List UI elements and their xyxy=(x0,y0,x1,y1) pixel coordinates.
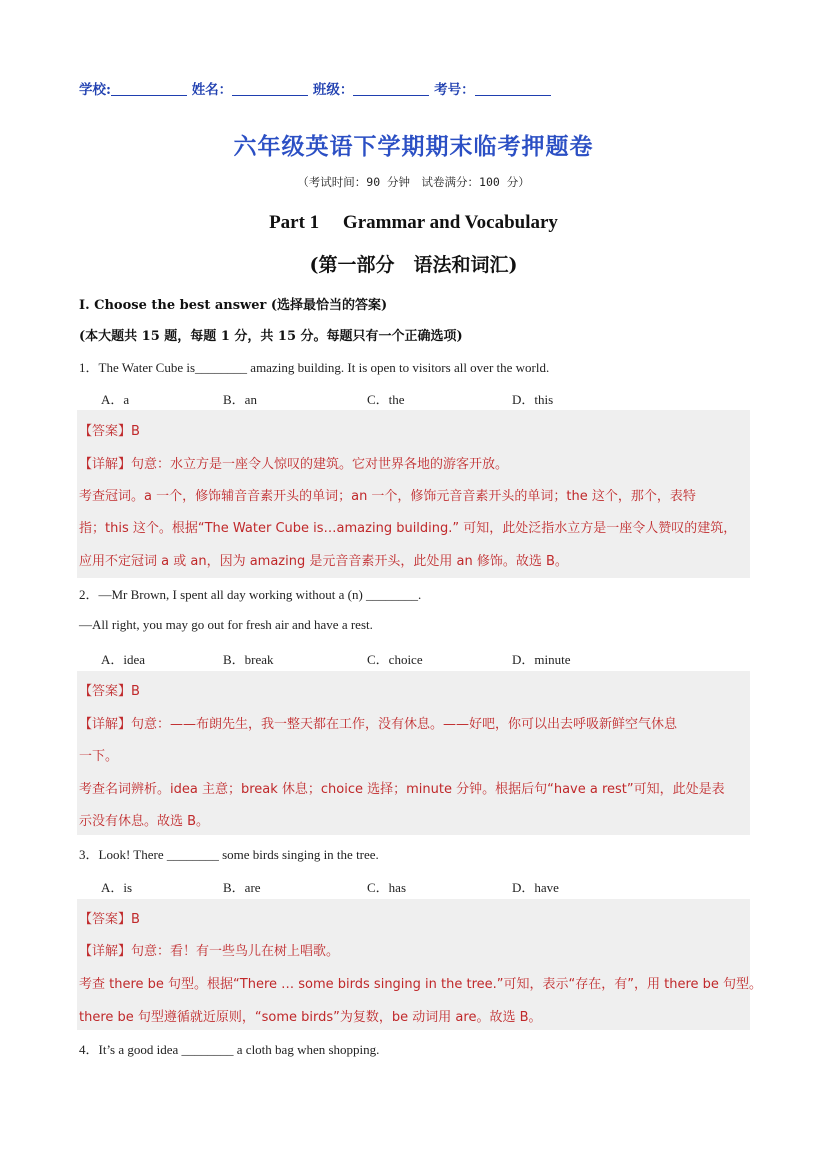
section-instructions: (本大题共 15 题，每题 1 分，共 15 分。每题只有一个正确选项) xyxy=(79,329,463,344)
name-blank[interactable] xyxy=(232,83,308,96)
option-a: A．idea xyxy=(101,652,146,667)
option-d: D．have xyxy=(512,880,559,895)
explanation-line: 【详解】句意：看！有一些鸟儿在树上唱歌。 xyxy=(79,944,340,959)
class-blank[interactable] xyxy=(353,83,429,96)
id-blank[interactable] xyxy=(475,83,551,96)
option-a: A．a xyxy=(101,392,130,407)
option-c: C．has xyxy=(367,880,407,895)
option-a: A．is xyxy=(101,880,133,895)
part-title: Part 1 Grammar and Vocabulary xyxy=(269,212,558,233)
class-label: 班级： xyxy=(312,82,354,98)
option-d: D．minute xyxy=(512,652,571,667)
option-b: B．are xyxy=(223,880,261,895)
explanation-line: 考查冠词。a 一个，修饰辅音音素开头的单词；an 一个，修饰元音音素开头的单词；the 这个，那个，表特 xyxy=(79,489,696,504)
option-b: B．break xyxy=(223,652,274,667)
id-label: 考号： xyxy=(434,82,475,98)
question-stem: —All right, you may go out for fresh air and have a rest. xyxy=(79,617,373,632)
explanation-line: 考查名词辨析。idea 主意；break 休息；choice 选择；minute 分钟。根据后句“have a rest”可知，此处是表 xyxy=(79,782,725,797)
school-label: 学校: xyxy=(79,82,111,98)
explanation-line: 应用不定冠词 a 或 an，因为 amazing 是元音音素开头，此处用 an 修饰。故选 B。 xyxy=(79,554,568,569)
question-stem: 2．—Mr Brown, I spent all day working without a (n) ________. xyxy=(79,587,422,602)
explanation-line: 考查 there be 句型。根据“There … some birds singing in the tree.”可知，表示“存在，有”，用 there be 句型。 xyxy=(79,977,763,992)
exam-subtitle: （考试时间：90 分钟 试卷满分：100 分） xyxy=(297,175,530,189)
answer-text: 【答案】B xyxy=(79,424,140,439)
option-b: B．an xyxy=(223,392,257,407)
part-title-cn: (第一部分 语法和词汇) xyxy=(309,254,518,276)
answer-text: 【答案】B xyxy=(79,912,140,927)
question-stem: 3．Look! There ________ some birds singing in the tree. xyxy=(79,847,379,862)
explanation-line: 【详解】句意：水立方是一座令人惊叹的建筑。它对世界各地的游客开放。 xyxy=(79,457,509,472)
option-d: D．this xyxy=(512,392,554,407)
section-heading: I. Choose the best answer (选择最恰当的答案) xyxy=(79,298,388,313)
option-c: C．choice xyxy=(367,652,423,667)
explanation-line: there be 句型遵循就近原则，“some birds”为复数，be 动词用 are。故选 B。 xyxy=(79,1010,542,1025)
question-stem: 4．It’s a good idea ________ a cloth bag when shopping. xyxy=(79,1042,380,1057)
student-info-line xyxy=(79,78,551,98)
explanation-line: 指；this 这个。根据“The Water Cube is…amazing building.” 可知，此处泛指水立方是一座令人赞叹的建筑， xyxy=(79,521,737,536)
name-label: 姓名： xyxy=(191,82,233,98)
explanation-line: 【详解】句意：——布朗先生，我一整天都在工作，没有休息。——好吧，你可以出去呼吸新鲜空气休息 xyxy=(79,717,678,732)
exam-title: 六年级英语下学期期末临考押题卷 xyxy=(233,133,594,160)
explanation-line: 示没有休息。故选 B。 xyxy=(79,814,210,829)
explanation-line: 一下。 xyxy=(79,749,119,764)
option-c: C．the xyxy=(367,392,405,407)
answer-text: 【答案】B xyxy=(79,684,140,699)
school-blank[interactable] xyxy=(111,83,187,96)
question-stem: 1．The Water Cube is________ amazing building. It is open to visitors all over the world. xyxy=(79,360,550,375)
